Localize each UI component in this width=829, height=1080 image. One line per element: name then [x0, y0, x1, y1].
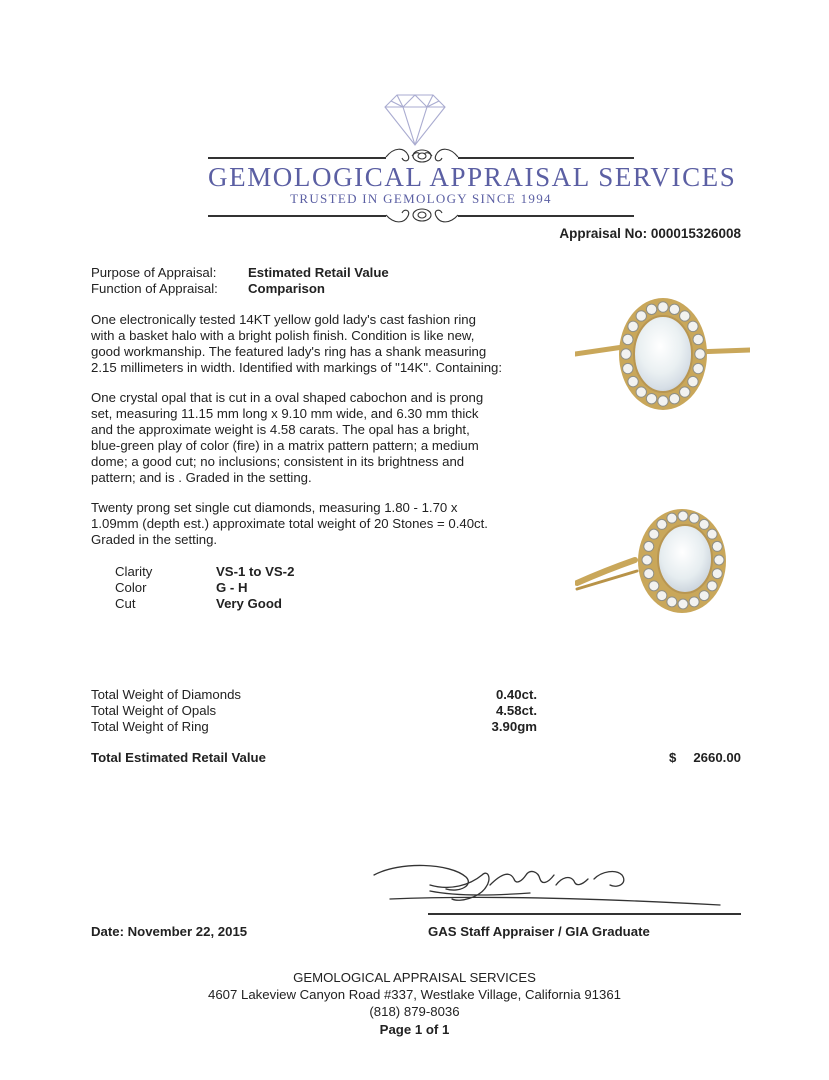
halo-diamond [712, 541, 722, 551]
weight-value-diamonds: 0.40ct. [495, 687, 537, 702]
halo-diamond [669, 304, 679, 314]
weight-value-ring: 3.90gm [491, 719, 537, 734]
halo-diamond [669, 393, 679, 403]
halo-diamond [658, 302, 668, 312]
halo-diamond [707, 529, 717, 539]
weight-value-opals: 4.58ct. [495, 703, 537, 718]
halo-diamond [636, 311, 646, 321]
halo-diamond [649, 581, 659, 591]
halo-diamond [680, 387, 690, 397]
halo-diamond [688, 376, 698, 386]
halo-diamond [657, 591, 667, 601]
header-rule-bottom-right [458, 215, 634, 217]
halo-diamond [644, 541, 654, 551]
ring-photo-front [575, 292, 750, 417]
halo-diamond [678, 599, 688, 609]
footer-company: GEMOLOGICAL APPRAISAL SERVICES [293, 970, 536, 985]
halo-diamond [680, 311, 690, 321]
halo-diamond [636, 387, 646, 397]
total-currency: $ [669, 750, 677, 765]
weight-label-opals: Total Weight of Opals [91, 703, 217, 718]
halo-diamond [657, 519, 667, 529]
grade-value-cut: Very Good [216, 596, 282, 611]
total-value-label: Total Estimated Retail Value [91, 750, 266, 765]
signer-title: GAS Staff Appraiser / GIA Graduate [428, 924, 650, 939]
weight-label-ring: Total Weight of Ring [91, 719, 209, 734]
halo-diamond [646, 304, 656, 314]
halo-diamond [689, 597, 699, 607]
appraisal-number: Appraisal No: 000015326008 [559, 226, 741, 241]
signature-line [428, 913, 741, 915]
weight-label-diamonds: Total Weight of Diamonds [91, 687, 242, 702]
halo-diamond [644, 569, 654, 579]
company-tagline: TRUSTED IN GEMOLOGY SINCE 1994 [290, 191, 552, 206]
diamond-logo-icon [383, 93, 447, 147]
purpose-label: Purpose of Appraisal: [91, 265, 217, 280]
halo-diamond [628, 376, 638, 386]
halo-diamond [667, 513, 677, 523]
halo-diamond [642, 555, 652, 565]
footer-address: 4607 Lakeview Canyon Road #337, Westlake Village, California 91361 [208, 987, 621, 1002]
halo-diamond [649, 529, 659, 539]
appraisal-date: Date: November 22, 2015 [91, 924, 248, 939]
purpose-value: Estimated Retail Value [248, 265, 389, 280]
footer-phone: (818) 879-8036 [369, 1004, 460, 1019]
halo-diamond [699, 591, 709, 601]
function-value: Comparison [248, 281, 325, 296]
function-label: Function of Appraisal: [91, 281, 218, 296]
halo-diamond [699, 519, 709, 529]
halo-diamond [628, 321, 638, 331]
halo-diamond [623, 334, 633, 344]
halo-diamond [678, 511, 688, 521]
halo-diamond [707, 581, 717, 591]
signature [370, 855, 730, 915]
halo-diamond [693, 334, 703, 344]
halo-diamond [646, 393, 656, 403]
header-rule-bottom-left [208, 215, 386, 217]
halo-diamond [688, 321, 698, 331]
header-rule-top-left [208, 157, 386, 159]
halo-diamond [658, 396, 668, 406]
halo-diamond [695, 349, 705, 359]
halo-diamond [623, 363, 633, 373]
halo-diamond [712, 569, 722, 579]
grade-label-cut: Cut [115, 596, 136, 611]
halo-diamond [667, 597, 677, 607]
ring-description: One electronically tested 14KT yellow gold lady's cast fashion ring with a basket halo with a bright polish finish. Condition is like new, good workmanship. The featured lady's ring has a shank measuring 2.15 millimeters in width. Identified with markings of "14K". Containing: [91, 312, 503, 375]
ornament-scroll-bottom-icon [384, 204, 460, 226]
grade-label-color: Color [115, 580, 147, 595]
halo-diamond [693, 363, 703, 373]
diamond-description: Twenty prong set single cut diamonds, measuring 1.80 - 1.70 x 1.09mm (depth est.) approximate total weight of 20 Stones = 0.40ct. Graded in the setting. [91, 500, 488, 547]
total-amount: 2660.00 [693, 750, 741, 765]
ring-photo-side [575, 505, 750, 625]
page-number: Page 1 of 1 [379, 1022, 450, 1037]
grade-value-color: G - H [216, 580, 248, 595]
grade-value-clarity: VS-1 to VS-2 [216, 564, 295, 579]
halo-diamond [714, 555, 724, 565]
header-rule-top-right [458, 157, 634, 159]
halo-diamond [621, 349, 631, 359]
company-name: GEMOLOGICAL APPRAISAL SERVICES [208, 162, 737, 192]
halo-diamond [689, 513, 699, 523]
opal-description: One crystal opal that is cut in a oval shaped cabochon and is prong set, measuring 11.15 mm long x 9.10 mm wide, and 6.30 mm thick and the approximate weight is 4.58 carats. The opal has a bright, blue-green play of color (fire) in a matrix pattern pattern; a medium dome; a good cut; no inclusions; consistent in its brightness and pattern; and is . Graded in the setting. [91, 390, 484, 485]
grade-label-clarity: Clarity [115, 564, 153, 579]
